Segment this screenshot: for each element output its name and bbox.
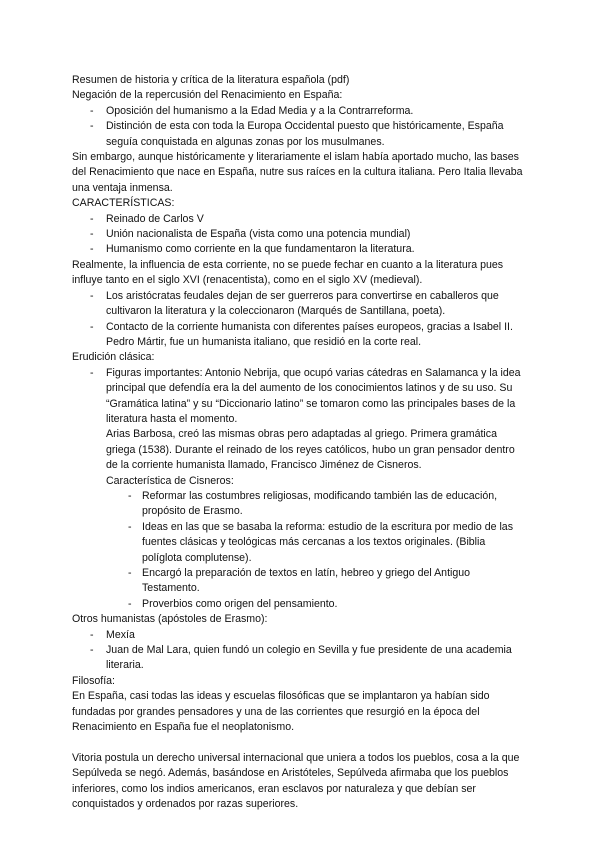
bullet-list-erudicion: [72, 366, 528, 489]
document-page: [72, 73, 528, 812]
paragraph-arias-barbosa: Arias Barbosa, creó las mismas obras pero adaptadas al griego. Primera gramática griega (1538). Durante el reinado de los reyes católicos, hubo un gran pensador dentro de la corriente humanista llamado, Francisco Jiménez de Cisneros.: [106, 428, 515, 472]
list-item: - Proverbios como origen del pensamiento.: [72, 597, 528, 612]
paragraph-spacer: [72, 735, 528, 750]
list-item: - Reinado de Carlos V: [72, 212, 528, 227]
list-item: - Distinción de esta con toda la Europa Occidental puesto que históricamente, España seguía conquistada en algunas zonas por los musulmanes.: [72, 119, 528, 150]
list-item: - Humanismo como corriente en la que fundamentaron la literatura.: [72, 242, 528, 257]
list-item-text: Figuras importantes: Antonio Nebrija, que ocupó varias cátedras en Salamanca y la idea principal que defendía era la del aumento de los conocimientos latinos y de su uso. Su “Gramática latina” y su “Diccionario latino” se tomaron como las principales bases de la literatura hasta el momento.: [106, 366, 521, 425]
subheading-cisneros: Característica de Cisneros:: [106, 474, 234, 487]
section-heading-filosofia: Filosofía:: [72, 674, 115, 687]
list-item: - Ideas en las que se basaba la reforma: estudio de la escritura por medio de las fuentes clásicas y teológicas más cercanas a los textos originales. (Biblia políglota complutense).: [72, 520, 528, 566]
list-item: - Reformar las costumbres religiosas, modificando también las de educación, propósito de Erasmo.: [72, 489, 528, 520]
bullet-list-otros: [72, 628, 528, 674]
list-item: - Oposición del humanismo a la Edad Media y a la Contrarreforma.: [72, 104, 528, 119]
list-item: - Los aristócratas feudales dejan de ser guerreros para convertirse en caballeros que cultivaron la literatura y la coleccionaron (Marqués de Santillana, poeta).: [72, 289, 528, 320]
bullet-list-negacion: [72, 104, 528, 150]
list-item: - Encargó la preparación de textos en latín, hebreo y griego del Antiguo Testamento.: [72, 566, 528, 597]
paragraph-filosofia: En España, casi todas las ideas y escuelas filosóficas que se implantaron ya habían sido fundadas por grandes pensadores y una de las corrientes que resurgió en la época del Renacimiento en España fue el neoplatonismo.: [72, 690, 490, 734]
list-item: - Juan de Mal Lara, quien fundó un colegio en Sevilla y fue presidente de una academia literaria.: [72, 643, 528, 674]
bullet-list-cisneros: [72, 489, 528, 612]
paragraph-vitoria: Vitoria postula un derecho universal internacional que uniera a todos los pueblos, cosa a la que Sepúlveda se negó. Además, basándose en Aristóteles, Sepúlveda afirmaba que los pueblos inferiores, como los indios americanos, eran esclavos por naturaleza y que debían ser conquistados y ordenados por razas superiores.: [72, 751, 520, 811]
paragraph-sin-embargo: Sin embargo, aunque históricamente y literariamente el islam había aportado mucho, las bases del Renacimiento que nace en España, nutre sus raíces en la cultura italiana. Pero Italia llevaba una ventaja inmensa.: [72, 151, 523, 194]
document-title: Resumen de historia y crítica de la literatura española (pdf): [72, 74, 350, 86]
section-heading-erudicion: Erudición clásica:: [72, 351, 155, 364]
section-heading-negacion: Negación de la repercusión del Renacimiento en España:: [72, 89, 343, 102]
list-item: - Unión nacionalista de España (vista como una potencia mundial): [72, 227, 528, 242]
section-heading-otros: Otros humanistas (apóstoles de Erasmo):: [72, 613, 268, 626]
list-item: - Mexía: [72, 628, 528, 643]
section-heading-caracteristicas: CARACTERÍSTICAS:: [72, 197, 175, 210]
list-item: - Contacto de la corriente humanista con diferentes países europeos, gracias a Isabel II. Pedro Mártir, fue un humanista italiano, que residió en la corte real.: [72, 320, 528, 351]
list-item: [72, 366, 528, 489]
paragraph-realmente: Realmente, la influencia de esta corriente, no se puede fechar en cuanto a la literatura pues influye tanto en el siglo XVI (renacentista), como en el siglo XV (medieval).: [72, 258, 504, 287]
bullet-list-aristocratas: [72, 289, 528, 351]
bullet-list-caracteristicas: [72, 212, 528, 258]
